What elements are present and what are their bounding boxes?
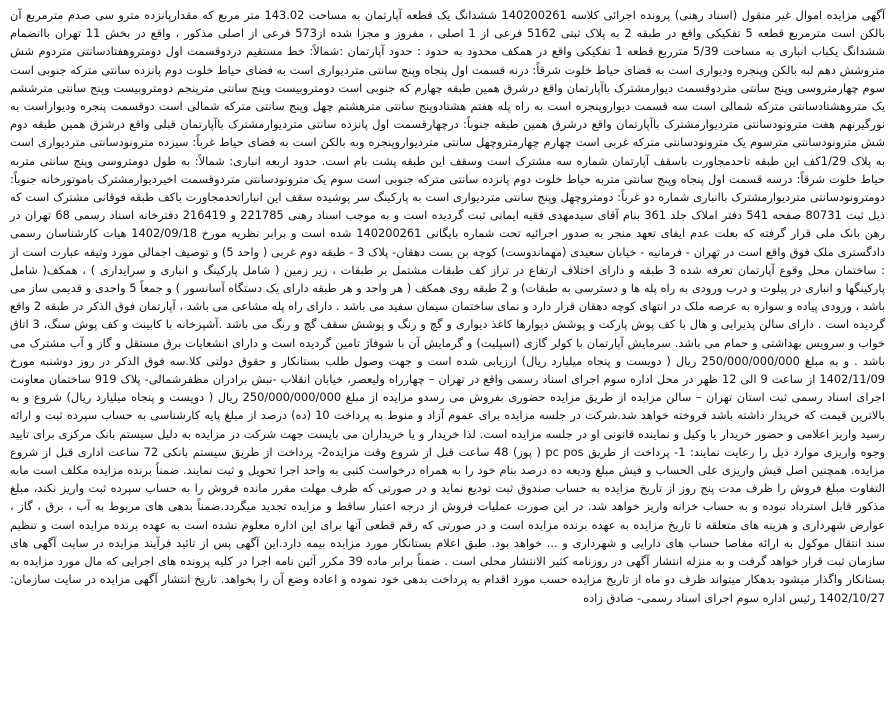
auction-notice-text: آگهی مزایده اموال غیر منقول (اسناد رهنی) پرونده اجرائی کلاسه 140200261 ششدانگ یک قطعه آپارتمان به مساحت 143.02 متر مربع که مقدارپانزده مترو سی صدم مترمربع آن بالکن است مترمربع قطعه 5 تفکیکی واقع در طبقه 2 به پلاک ثبتی 5162 فرعی از 1 اصلی ، مفروز و مجزا شده از573 فرعی از اصلی مذکور ، واقع در بخش 11 تهران باانضمام ششدانگ یکباب انباری به مساحت 5/39 مترربع قطعه 1 تفکیکی واقع در همکف محدود به حدود : حدود آپارتمان :شمالاً: خط مستقیم دردوقسمت اول دومتروهفتادسانتی متردوم شش متروشش دهم لبه بالکن وپنجره ودیواری است به فضای حیاط خلوت شرقاً: درنه قسمت اول پنجاه وپنج سانتی متردیواری است به فضای حیاط خلوت دوم پانزده سانتی مترکه جنوبی است سوم چهارمتروسی وپنج سانتی متردوقسمت دیوارمشترک باآپارتمان واقع درشرق همین طبقه چهارم که جنوبی است دومتروبیست وپنج سانتی مترپنجم دومتروبیست وپنج سانتی مترششم یک متروهشتادسانتی مترکه شمالی است سه قسمت دیواروپنجره است به راه پله هفتم هشتادوپنج سانتی مترهشتم چهل وپنج سانتی مترکه شمالی است دوقسمت پنجره ودیواراست به نورگیرنهم هفت مترونودسانتی متردیوارمشترک باآپارتمان واقع درشرق همین طبقه جنوباً: درچهارقسمت اول پانزده سانتی متردیوارمشترک باآپارتمان قبلی واقع درشرق همین طبقه دوم شش مترونودسانتی مترسوم یک مترونودسانتی مترکه غربی است چهارم چهارمتروچهل سانتی متردیواروپنجره وبه بالکن است به فضای حیاط غرباً: سیزده مترونودسانتی متردیواری است به پلاک 1/29کف این طبقه تاحدمجاورت باسقف آپارتمان شماره سه مشترک است وسقف این طبقه پشت بام است. حدود اربعه انباری: شمالاً: به طول دومتروسی وپنج سانتی متربه حیاط خلوت شرقاً: درسه قسمت اول پنجاه وپنج سانتی متربه حیاط خلوت دوم پانزده سانتی مترکه جنوبی است سوم یک مترونودسانتی متردوقسمت اخیردیوارمشترک باموتورخانه جنوباً: دومترونودسانتی متردیوارمشترک باانباری شماره دو غرباً: دومتروچهل وپنج سانتی متردیواری است به پارکینگ سر پوشیده سقف این انباراتحدمجاورت باکف طبقه فوقانی مشترک است که ذیل ثبت 80731 صفحه 541 دفتر املاک جلد 361 بنام آقای سیدمهدی فقیه ایمانی ثبت گردیده است و به موجب اسناد رهنی 221785 و 216419 دفترخانه اسناد رسمی 68 تهران در رهن بانک ملی قرار گرفته که بعلت عدم ایفای تعهد منجر به صدور اجرائیه تحت شماره بایگانی 140200261 شده است و برابر نظریه مورخ 1402/09/18 هیات کارشناسان رسمی دادگستری ملک فوق واقع است در تهران - فرمانیه - خیابان سعیدی (مهماندوست) کوچه بن بست دهقان- پلاک 3 - طبقه دوم غربی ( واحد 5) و توصیف اجمالی مورد وثیقه عبارت است از : ساختمان محل وقوع آپارتمان تعرفه شده 3 طبقه و دارای اختلاف ارتفاع در تراز کف طبقات مشتمل بر طبقات ، زیر زمین ( شامل پارکینگ و انباری و سرایداری ) ، همکف( شامل پارکینگها و انباری در پیلوت و درب ورودی به راه پله ها و دسترسی به طبقات) و 2 طبقه روی همکف ( هر واحد و هر طبقه دارای یک دستگاه آسانسور ) و جمعاً 5 واحدی و قدیمی ساز می باشد ، ورودی پیاده و سواره به عرصه ملک در انتهای کوچه دهقان قرار دارد و نمای ساختمان سیمان سفید می باشد . دارای راه پله مشاعی می باشد ، آپارتمان فوق الذکر در طبقه 2 واقع گردیده است . دارای سالن پذیرایی و هال با کف پوش پارکت و پوشش دیوارها کاغذ دیواری و گچ و رنگ و پوشش سقف گچ و رنگ می باشد .آشپزخانه با کابینت و کف پوش سنگ، 3 اتاق خواب و سرویس بهداشتی و حمام می باشد. سرمایش آپارتمان با کولر گازی (اسپلیت) و گرمایش آن با شوفاژ تامین گردیده است و دارای انشعابات برق مستقل و گاز و آب مشترک می باشد . و به مبلغ 250/000/000/000 ریال ( دویست و پنجاه میلیارد ریال) ارزیابی شده است و جهت وصول طلب بستانکار و حقوق دولتی کلا.سه فوق الذکر در روز دوشنبه مورخ 1402/11/09 از ساعت 9 الی 12 ظهر در محل اداره سوم اجرای اسناد رسمی واقع در تهران – چهارراه ولیعصر، خیابان انقلاب -نبش برادران مظفرشمالی- پلاک 919 ساختمان معاونت اجرای اسناد رسمی ثبت استان تهران – سالن مزایده از طریق مزایده حضوری بفروش می رسدو مزایده از مبلغ 250/000/000/000 ریال ( دویست و پنجاه میلیارد ریال) شروع و به بالاترین قیمت که خریدار داشته باشد فروخته خواهد شد.شرکت در جلسه مزایده برای عموم آزاد و منوط به پرداخت 10 (ده) درصد از مبلغ پایه کارشناسی به حساب سپرده ثبت و ارائه رسید واریز اعلامی و حضور خریدار یا وکیل و نماینده قانونی او در جلسه مزایده است. لذا خریدار و یا خریداران می بایست جهت شرکت در مزایده به دلیل سیستم بانک مرکزی برای تایید وجوه واریزی موارد ذیل را رعایت نمایند: 1- پرداخت از طریق pc pos ( پوز) 48 ساعت قبل از شروع وقت مزایده2- پرداخت از طریق سیستم بانکی 72 ساعت اداری قبل از شروع مزایده. همچنین اصل فیش واریزی علی الحساب و فیش مبلغ ودیعه ده درصد بنام خود را به همراه درخواست کتبی به واحد اجرا تحویل و ثبت نمایند. ضمناً برنده مزایده مکلف است مابه التفاوت مبلغ فروش را ظرف مدت پنج روز از تاریخ مزایده به حساب صندوق ثبت تودیع نماید و در صورتی که ظرف مهلت مقرر مانده فروش را به حساب سپرده ثبت واریز نکند، مبلغ مذکور قابل استرداد نبوده و به حساب خزانه واریز خواهد شد. در این صورت عملیات فروش از درجه اعتبار ساقط و مزایده تجدید میگردد.ضمناً بدهی های مربوط به آب ، برق ، گاز ، عوارض شهرداری و هزینه های متعلقه تا تاریخ مزایده به عهده برنده مزایده است و در صورتی که رقم قطعی آنها برای این اداره معلوم نشده است به عهده برنده مزایده است و تنظیم سند انتقال موکول به ارائه مفاصا حساب های دارایی و شهرداری و ... خواهد بود. طبق اعلام بستانکار مورد مزایده بیمه دارد.این آگهی پس از تائید فرآیند مزایده در سایت آگهی های سازمان ثبت قرار خواهد گرفت و به منزله انتشار آگهی در روزنامه کثیر الانتشار محلی است . ضمناً برابر ماده 39 مکرر آئین نامه اجرا در کلیه پرونده های اجرایی که مال مورد مزایده به بستانکار واگذار میشود بدهکار میتواند ظرف دو ماه از تاریخ مزایده حسب مورد اقدام به پرداخت بدهی خود نموده و اعاده وضع آن را بخواهد. تاریخ انتشار آگهی مزایده در سایت سازمان: 1402/10/27 رئیس اداره سوم اجرای اسناد رسمی- صادق زاده: [10, 8, 886, 605]
